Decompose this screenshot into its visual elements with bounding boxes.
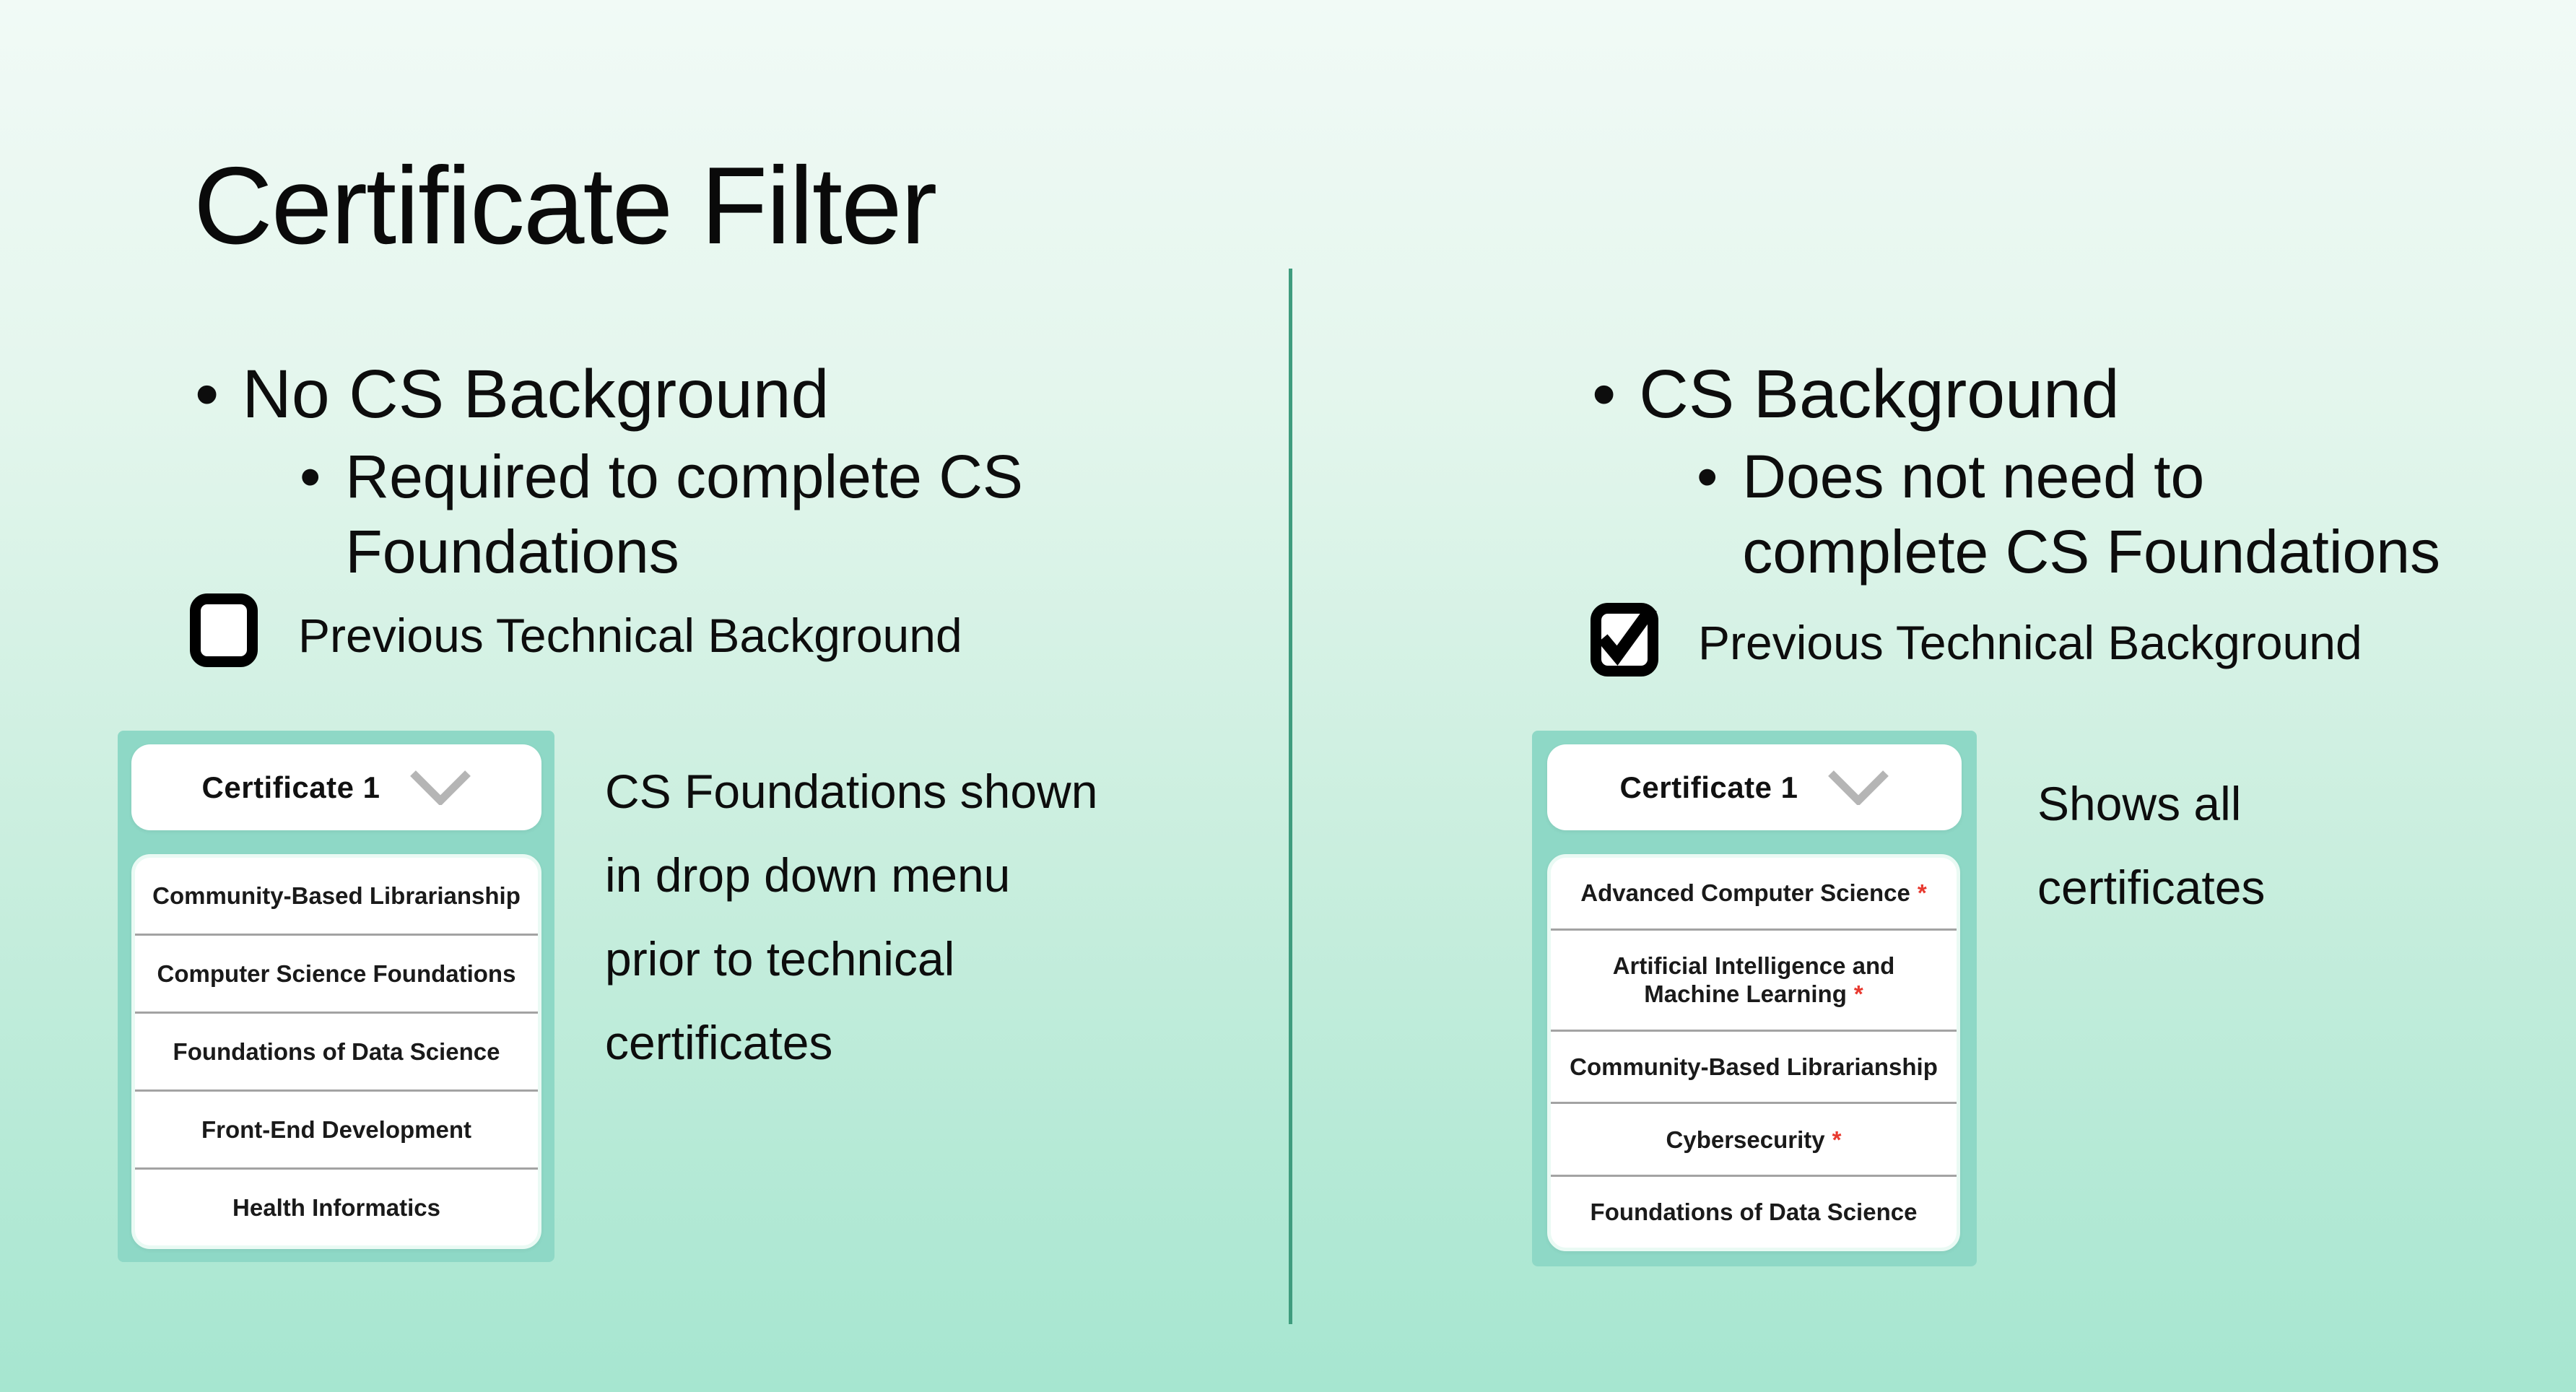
left-sub-bullet-text (345, 439, 1022, 589)
right-dropdown-menu (1547, 854, 1960, 1251)
menu-item-line-1: Artificial Intelligence and (1612, 952, 1895, 979)
bullet-dot: • (300, 443, 321, 510)
right-annotation (2037, 762, 2265, 929)
menu-item[interactable]: Cybersecurity * (1551, 1104, 1957, 1177)
annotation-line: prior to technical (605, 932, 955, 986)
left-annotation (605, 749, 1097, 1084)
menu-item[interactable]: Foundations of Data Science (135, 1014, 538, 1092)
required-asterisk: * (1853, 980, 1863, 1008)
right-checkbox-label: Previous Technical Background (1698, 616, 2362, 669)
previous-technical-background-checkbox-checked[interactable] (1591, 603, 1658, 677)
left-checkbox-label: Previous Technical Background (298, 609, 962, 662)
left-dropdown-selected-value: Certificate 1 (201, 770, 380, 804)
menu-item[interactable]: Front-End Development (135, 1092, 538, 1170)
right-sub-bullet (1697, 439, 2440, 589)
chevron-down-icon (410, 770, 471, 805)
bullet-dot: • (1592, 356, 1616, 432)
menu-item[interactable]: Health Informatics (232, 1193, 440, 1221)
menu-item-line-2: Machine Learning * (1644, 980, 1863, 1008)
annotation-line: Shows all (2037, 777, 2242, 830)
left-heading (195, 355, 829, 434)
bullet-dot: • (195, 356, 219, 432)
page-title: Certificate Filter (193, 144, 936, 267)
menu-item[interactable]: Foundations of Data Science (1590, 1199, 1918, 1226)
left-sub-line-1: Required to complete CS (345, 443, 1023, 510)
menu-item[interactable] (1551, 931, 1957, 1032)
chevron-down-icon (1828, 770, 1889, 805)
checkmark-icon (1601, 614, 1648, 666)
menu-item[interactable]: Computer Science Foundations (135, 936, 538, 1014)
bullet-dot: • (1697, 443, 1718, 510)
required-asterisk: * (1832, 1126, 1842, 1153)
left-sub-bullet (300, 439, 1023, 589)
menu-item[interactable]: Community-Based Librarianship (135, 858, 538, 936)
left-dropdown-menu (131, 854, 541, 1249)
right-certificate-dropdown[interactable] (1547, 744, 1962, 830)
right-sub-bullet-text (1742, 439, 2440, 589)
column-divider (1289, 269, 1292, 1324)
right-heading-text: CS Background (1639, 356, 2120, 432)
right-sub-line-1: Does not need to (1742, 443, 2205, 510)
annotation-line: certificates (605, 1016, 833, 1069)
annotation-line: CS Foundations shown (605, 765, 1098, 818)
right-sub-line-2: complete CS Foundations (1742, 518, 2440, 586)
left-sub-line-2: Foundations (345, 518, 679, 586)
required-asterisk: * (1917, 879, 1927, 907)
menu-item[interactable]: Advanced Computer Science * (1551, 858, 1957, 931)
left-certificate-dropdown[interactable] (131, 744, 541, 830)
annotation-line: in drop down menu (605, 848, 1011, 902)
previous-technical-background-checkbox-unchecked[interactable] (190, 593, 258, 667)
right-heading (1592, 355, 2120, 434)
annotation-line: certificates (2037, 861, 2266, 914)
left-heading-text: No CS Background (242, 356, 830, 432)
right-dropdown-selected-value: Certificate 1 (1619, 770, 1798, 804)
menu-item[interactable]: Community-Based Librarianship (1551, 1032, 1957, 1105)
